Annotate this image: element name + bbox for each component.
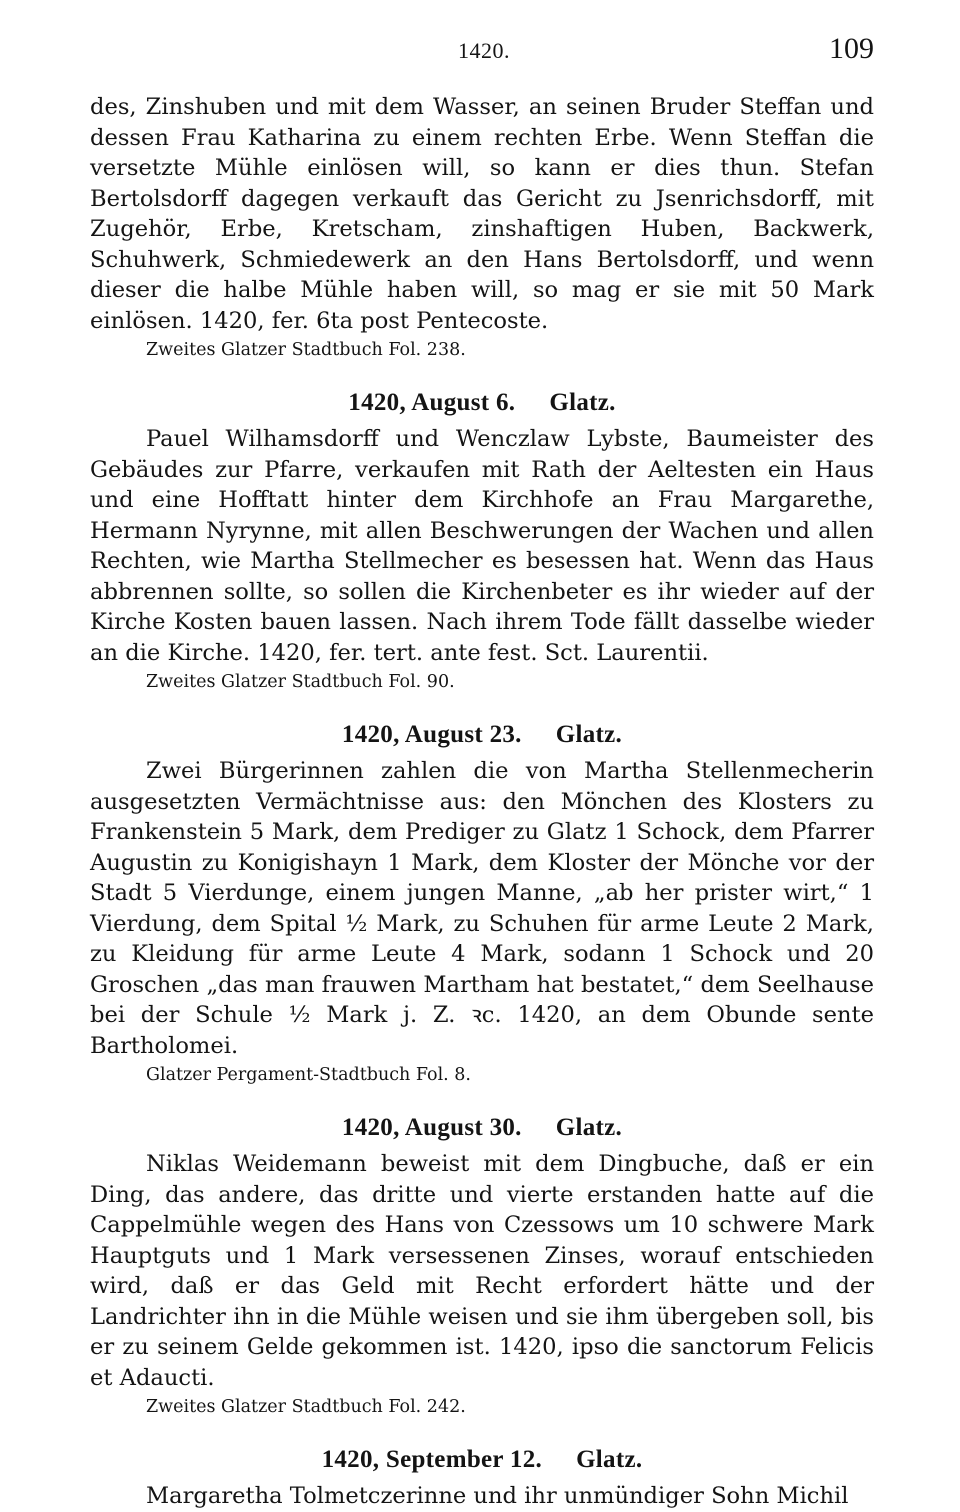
entry-source-3: Zweites Glatzer Stadtbuch Fol. 242. xyxy=(146,1397,466,1417)
entry-heading-3 xyxy=(90,1113,874,1143)
entry-place: Glatz. xyxy=(549,389,616,416)
entry-date: 1420, August 30. xyxy=(341,1114,522,1141)
page-header xyxy=(90,30,878,70)
page-number: 109 xyxy=(829,32,874,65)
intro-source: Zweites Glatzer Stadtbuch Fol. 238. xyxy=(146,340,466,360)
page-body xyxy=(90,92,874,1512)
entry-text-4: Margaretha Tolmetczerinne und ihr unmündiger Sohn Michil xyxy=(146,1483,849,1509)
entry-source-2: Glatzer Pergament-Stadtbuch Fol. 8. xyxy=(146,1065,471,1085)
entry-place: Glatz. xyxy=(576,1446,643,1473)
entry-text-1: Pauel Wilhamsdorff und Wenczlaw Lybste, Baumeister des Gebäudes zur Pfarre, verkaufen mit Rath der Aeltesten ein Haus und eine Hofftatt hinter dem Kirchhofe an Frau Margarethe, Hermann Nyrynne, mit allen Beschwerungen der Wachen und allen Rechten, wie Martha Stellmecher es besessen hat. Wenn das Haus abbrennen sollte, so sollen die Kirchenbeter es ihr wieder auf der Kirche Kosten bauen lassen. Nach ihrem Tode fällt dasselbe wieder an die Kirche. 1420, fer. tert. ante fest. Sct. Laurentii. xyxy=(90,426,874,666)
entry-heading-2 xyxy=(90,720,874,750)
entry-date: 1420, August 23. xyxy=(341,721,522,748)
running-title: 1420. xyxy=(458,38,510,63)
entry-place: Glatz. xyxy=(555,1114,623,1141)
intro-paragraph: des, Zinshuben und mit dem Wasser, an seinen Bruder Steffan und dessen Frau Katharina zu einem rechten Erbe. Wenn Steffan die versetzte Mühle einlösen will, so kann er dies thun. Stefan Bertolsdorff dagegen verkauft das Gericht zu Jsenrichsdorff, mit Zugehör, Erbe, Kretscham, zinshaftigen Huben, Backwerk, Schuhwerk, Schmiedewerk an den Hans Bertolsdorff, und wenn dieser die halbe Mühle haben will, so mag er sie mit 50 Mark einlösen. 1420, fer. 6ta post Pentecoste. xyxy=(90,94,874,334)
entry-source-1: Zweites Glatzer Stadtbuch Fol. 90. xyxy=(146,672,455,692)
entry-place: Glatz. xyxy=(555,721,623,748)
entry-heading-4 xyxy=(90,1445,874,1475)
entry-text-3: Niklas Weidemann beweist mit dem Dingbuche, daß er ein Ding, das andere, das dritte und vierte erstanden hatte auf die Cappelmühle wegen des Hans von Czessows um 10 schwere Mark Hauptguts und 1 Mark versessenen Zinses, worauf entschieden wird, daß er das Geld mit Recht erfordert hätte und der Landrichter ihn in die Mühle weisen und sie ihm übergeben soll, bis er zu seinem Gelde gekommen ist. 1420, ipso die sanctorum Felicis et Adaucti. xyxy=(90,1151,874,1391)
entry-text-2: Zwei Bürgerinnen zahlen die von Martha Stellenmecherin ausgesetzten Vermächtnisse aus: den Mönchen des Klosters zu Frankenstein 5 Mark, dem Prediger zu Glatz 1 Schock, dem Pfarrer Augustin zu Konigishayn 1 Mark, dem Kloster der Mönche vor der Stadt 5 Vierdunge, einem jungen Manne, „ab her prister wirt,“ 1 Vierdung, dem Spital ½ Mark, zu Schuhen für arme Leute 2 Mark, zu Kleidung für arme Leute 4 Mark, sodann 1 Schock und 20 Groschen „das man frauwen Martham hat bestatet,“ dem Seelhause bei der Schule ½ Mark j. Z. ꝛc. 1420, an dem Obunde sente Bartholomei. xyxy=(90,758,874,1059)
entry-heading-1 xyxy=(90,388,874,418)
entry-date: 1420, August 6. xyxy=(348,389,516,416)
entry-date: 1420, September 12. xyxy=(321,1446,543,1473)
